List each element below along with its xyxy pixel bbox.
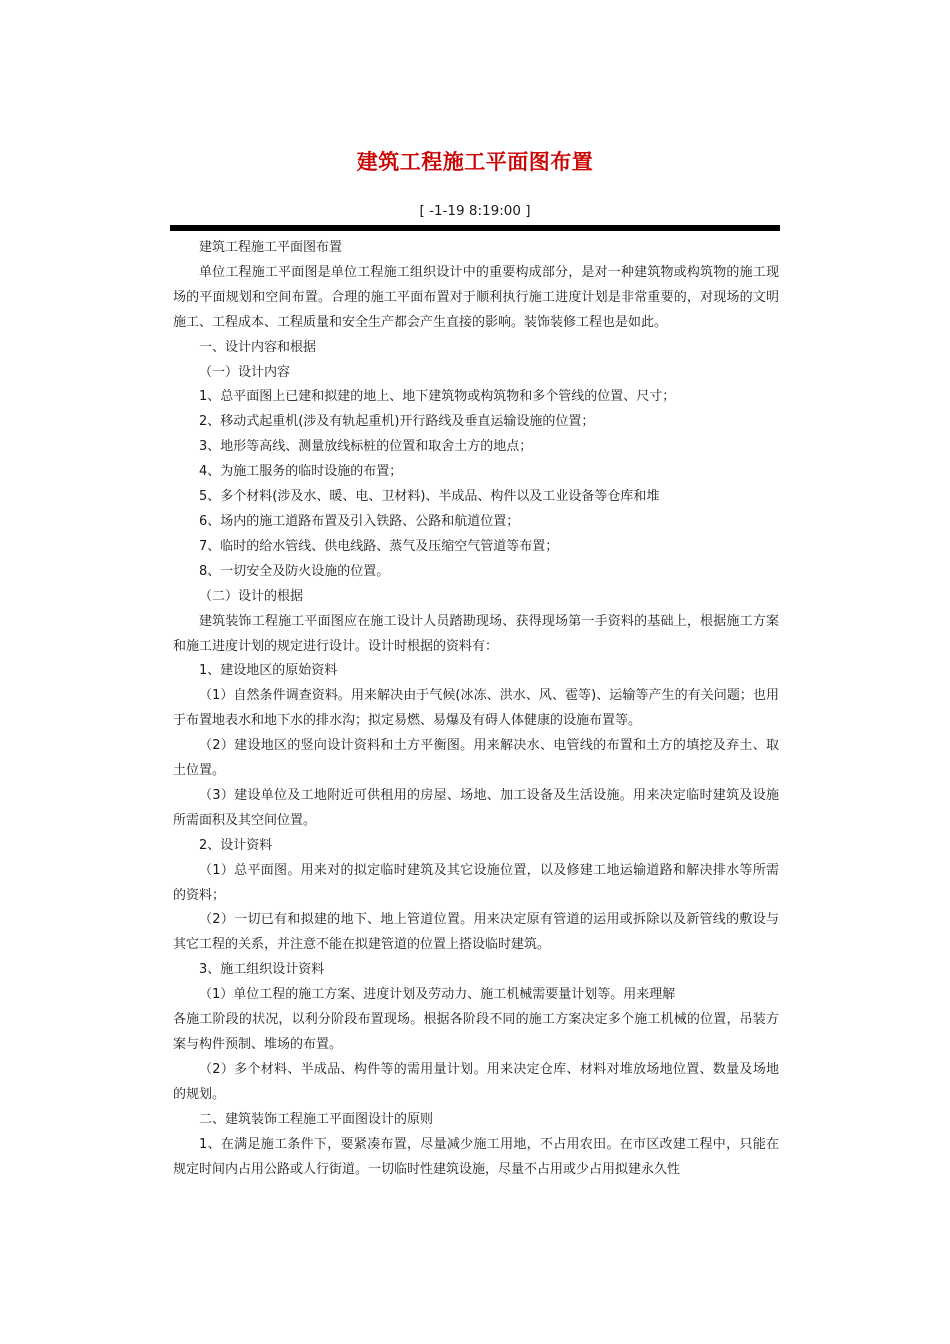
paragraph: 二、建筑装饰工程施工平面图设计的原则: [199, 1111, 434, 1127]
paragraph: 2、移动式起重机(涉及有轨起重机)开行路线及垂直运输设施的位置；: [199, 414, 595, 430]
paragraph: 5、多个材料(涉及水、暖、电、卫材料)、半成品、构件以及工业设备等仓库和堆: [199, 489, 660, 505]
paragraph: 3、施工组织设计资料: [199, 962, 325, 978]
paragraph: 4、为施工服务的临时设施的布置；: [199, 464, 403, 480]
title-divider: [170, 225, 780, 231]
article-body: [173, 236, 779, 1182]
paragraph: 1、建设地区的原始资料: [199, 663, 338, 679]
paragraph: （一）设计内容: [199, 364, 291, 380]
paragraph: 8、一切安全及防火设施的位置。: [199, 563, 390, 579]
paragraph: 2、设计资料: [199, 837, 273, 853]
paragraph: 建筑工程施工平面图布置: [199, 240, 343, 255]
paragraph: 7、临时的给水管线、供电线路、蒸气及压缩空气管道等布置；: [199, 538, 559, 554]
paragraph: 建筑装饰工程施工平面图应在施工设计人员踏勘现场、获得现场第一手资料的基础上，根据施工方案和施工进度计划的规定进行设计。设计时根据的资料有：: [173, 613, 779, 654]
paragraph: （3）建设单位及工地附近可供租用的房屋、场地、加工设备及生活设施。用来决定临时建筑及设施所需面积及其空间位置。: [173, 787, 779, 828]
paragraph: 各施工阶段的状况，以利分阶段布置现场。根据各阶段不同的施工方案决定多个施工机械的位置，吊装方案与构件预制、堆场的布置。: [173, 1012, 779, 1052]
paragraph: （1）自然条件调查资料。用来解决由于气候(冰冻、洪水、风、雹等)、运输等产生的有关问题；也用于布置地表水和地下水的排水沟；拟定易燃、易爆及有碍人体健康的设施布置等。: [173, 688, 779, 729]
publish-date: [ -1-19 8:19:00 ]: [419, 203, 531, 219]
paragraph: （2）一切已有和拟建的地下、地上管道位置。用来决定原有管道的运用或拆除以及新管线的敷设与其它工程的关系，并注意不能在拟建管道的位置上搭设临时建筑。: [173, 912, 779, 953]
document-title: 建筑工程施工平面图布置: [356, 150, 594, 174]
paragraph: 1、总平面图上已建和拟建的地上、地下建筑物或构筑物和多个管线的位置、尺寸；: [199, 389, 676, 405]
paragraph: （1）总平面图。用来对的拟定临时建筑及其它设施位置，以及修建工地运输道路和解决排水等所需的资料；: [173, 862, 779, 903]
paragraph: （2）建设地区的竖向设计资料和土方平衡图。用来解决水、电管线的布置和土方的填挖及弃土、取土位置。: [173, 738, 779, 779]
paragraph: 一、设计内容和根据: [199, 339, 317, 355]
paragraph: 1、在满足施工条件下，要紧凑布置，尽量减少施工用地，不占用农田。在市区改建工程中，只能在规定时间内占用公路或人行街道。一切临时性建筑设施，尽量不占用或少占用拟建永久性: [173, 1136, 779, 1177]
paragraph: （1）单位工程的施工方案、进度计划及劳动力、施工机械需要量计划等。用来理解: [199, 987, 676, 1003]
paragraph: （2）多个材料、半成品、构件等的需用量计划。用来决定仓库、材料对堆放场地位置、数量及场地的规划。: [173, 1061, 779, 1102]
paragraph: 单位工程施工平面图是单位工程施工组织设计中的重要构成部分，是对一种建筑物或构筑物的施工现场的平面规划和空间布置。合理的施工平面布置对于顺利执行施工进度计划是非常重要的，对现场的文明施工、工程成本、工程质量和安全生产都会产生直接的影响。装饰装修工程也是如此。: [173, 264, 779, 330]
paragraph: （二）设计的根据: [199, 588, 304, 604]
paragraph: 3、地形等高线、测量放线标桩的位置和取舍土方的地点；: [199, 439, 533, 455]
paragraph: 6、场内的施工道路布置及引入铁路、公路和航道位置；: [199, 513, 520, 529]
